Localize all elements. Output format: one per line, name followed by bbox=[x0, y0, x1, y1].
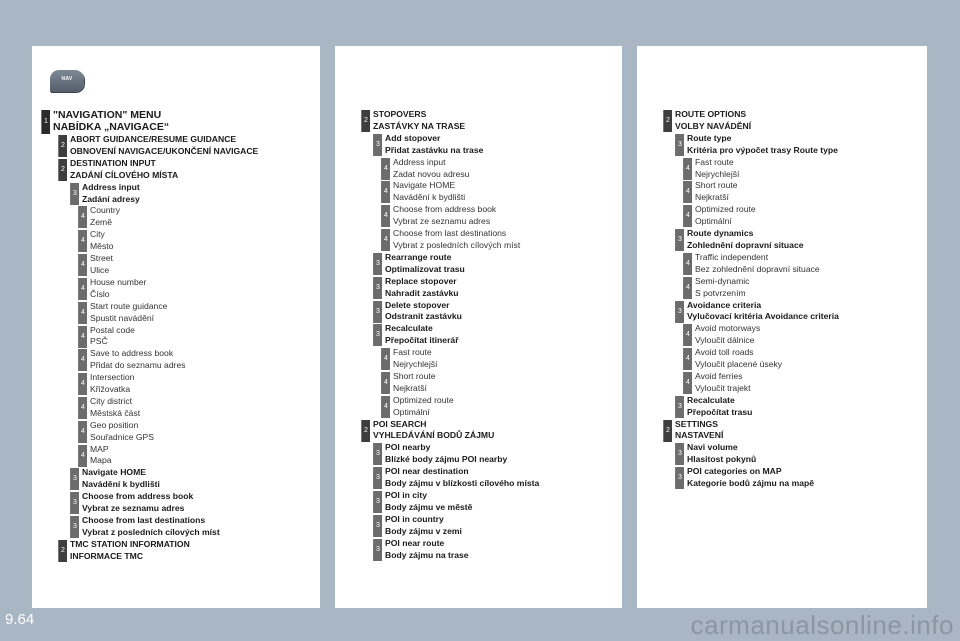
menu-item-level-3 bbox=[637, 228, 927, 252]
level-badge: 3 bbox=[70, 468, 79, 490]
menu-item-level-2 bbox=[335, 109, 622, 133]
menu-item-label-cs: Město bbox=[90, 241, 114, 252]
menu-item-text bbox=[390, 204, 496, 228]
menu-item-level-3 bbox=[32, 515, 320, 539]
level-badge: 3 bbox=[70, 516, 79, 538]
menu-item-text bbox=[390, 395, 454, 419]
level-badge: 3 bbox=[675, 229, 684, 251]
level-badge: 4 bbox=[78, 254, 87, 276]
menu-item-label-en: Navigate HOME bbox=[393, 180, 456, 191]
menu-item-level-2 bbox=[335, 419, 622, 443]
menu-item-label-en: Choose from address book bbox=[393, 204, 497, 215]
menu-item-label-cs: Kategorie bodů zájmu na mapě bbox=[687, 478, 815, 489]
menu-item-text bbox=[382, 490, 472, 514]
menu-item-label-en: Recalculate bbox=[385, 323, 433, 334]
menu-item-label-en: Fast route bbox=[695, 156, 734, 167]
menu-item-label-cs: Navádění k bydlišti bbox=[82, 479, 160, 490]
menu-item-text bbox=[382, 252, 465, 276]
menu-item-label-cs: Odstranit zastávku bbox=[385, 311, 462, 322]
menu-item-label-cs: Země bbox=[90, 217, 112, 228]
menu-item-label-en: POI categories on MAP bbox=[687, 466, 782, 477]
menu-item-label-en: Short route bbox=[695, 180, 738, 191]
menu-item-level-3 bbox=[335, 276, 622, 300]
menu-item-level-3 bbox=[32, 491, 320, 515]
menu-item-label-cs: Vylučovací kritéria Avoidance criteria bbox=[687, 311, 839, 322]
menu-item-label-en: ABORT GUIDANCE/RESUME GUIDANCE bbox=[70, 134, 237, 144]
menu-item-label-en: Postal code bbox=[90, 324, 135, 335]
menu-item-text bbox=[67, 134, 258, 158]
menu-item-level-4 bbox=[32, 372, 320, 396]
menu-item-text bbox=[692, 323, 760, 347]
menu-item-level-4 bbox=[32, 396, 320, 420]
menu-item-text bbox=[87, 348, 186, 372]
menu-item-text bbox=[684, 133, 838, 157]
menu-item-label-en: Choose from address book bbox=[82, 491, 194, 502]
level-badge: 4 bbox=[683, 372, 692, 394]
menu-item-level-3 bbox=[335, 323, 622, 347]
menu-item-level-4 bbox=[335, 371, 622, 395]
menu-item-label-cs: Bez zohlednění dopravní situace bbox=[695, 263, 820, 274]
level-badge: 3 bbox=[373, 134, 382, 156]
menu-item-label-cs: VYHLEDÁVÁNÍ BODŮ ZÁJMU bbox=[373, 430, 495, 441]
level-badge: 3 bbox=[675, 301, 684, 323]
menu-item-label-cs: Body zájmu ve městě bbox=[385, 501, 473, 512]
menu-item-text bbox=[692, 157, 739, 181]
menu-item-text bbox=[382, 514, 462, 538]
menu-item-text bbox=[684, 395, 752, 419]
menu-item-label-en: Route type bbox=[687, 132, 732, 143]
menu-item-text bbox=[684, 228, 804, 252]
menu-item-label-en: POI near route bbox=[385, 537, 445, 548]
menu-item-text bbox=[692, 252, 820, 276]
menu-item-label-en: House number bbox=[90, 276, 147, 287]
level-badge: 4 bbox=[683, 253, 692, 275]
menu-item-label-en: POI SEARCH bbox=[373, 418, 427, 429]
level-badge: 3 bbox=[373, 539, 382, 561]
menu-item-text bbox=[87, 420, 154, 444]
level-badge: 4 bbox=[683, 277, 692, 299]
menu-item-text bbox=[382, 442, 507, 466]
menu-item-level-4 bbox=[32, 277, 320, 301]
level-badge: 2 bbox=[361, 420, 370, 442]
menu-item-text bbox=[672, 109, 751, 133]
menu-item-label-cs: Vybrat z posledních cílových míst bbox=[82, 526, 220, 537]
menu-item-label-en: POI in country bbox=[385, 513, 444, 524]
level-badge: 3 bbox=[675, 467, 684, 489]
menu-item-label-cs: Zadat novou adresu bbox=[393, 168, 470, 179]
menu-item-label-en: Optimized route bbox=[695, 204, 756, 215]
level-badge: 4 bbox=[78, 421, 87, 443]
menu-item-level-4 bbox=[335, 180, 622, 204]
menu-item-text bbox=[684, 300, 839, 324]
menu-tree-list bbox=[32, 109, 320, 563]
menu-item-level-3 bbox=[32, 182, 320, 206]
menu-item-label-cs: Přidat zastávku na trase bbox=[385, 144, 484, 155]
menu-item-label-en: Save to address book bbox=[90, 348, 174, 359]
menu-item-label-en: Street bbox=[90, 253, 113, 264]
menu-item-label-en: DESTINATION INPUT bbox=[70, 157, 156, 168]
menu-item-level-4 bbox=[637, 252, 927, 276]
menu-item-level-4 bbox=[335, 204, 622, 228]
menu-item-text bbox=[79, 515, 220, 539]
menu-item-level-3 bbox=[335, 300, 622, 324]
level-badge: 3 bbox=[373, 301, 382, 323]
menu-item-label-en: POI near destination bbox=[385, 466, 469, 477]
menu-item-label-cs: Body zájmu v zemi bbox=[385, 525, 462, 536]
menu-item-text bbox=[684, 466, 814, 490]
menu-item-level-4 bbox=[32, 229, 320, 253]
menu-item-level-4 bbox=[637, 180, 927, 204]
menu-item-level-2 bbox=[32, 539, 320, 563]
menu-item-label-cs: Číslo bbox=[90, 288, 110, 299]
menu-item-label-en: Optimized route bbox=[393, 394, 454, 405]
menu-item-level-3 bbox=[335, 442, 622, 466]
menu-item-level-3 bbox=[335, 538, 622, 562]
menu-item-level-4 bbox=[637, 347, 927, 371]
level-badge: 2 bbox=[58, 540, 67, 562]
menu-item-text bbox=[87, 253, 113, 277]
menu-item-text bbox=[382, 276, 459, 300]
menu-item-level-3 bbox=[637, 442, 927, 466]
level-badge: 4 bbox=[683, 205, 692, 227]
menu-item-text bbox=[87, 325, 135, 349]
level-badge: 3 bbox=[70, 183, 79, 205]
nav-button-icon bbox=[50, 70, 84, 92]
menu-item-label-en: Navigate HOME bbox=[82, 467, 146, 478]
level-badge: 3 bbox=[373, 491, 382, 513]
level-badge: 3 bbox=[675, 134, 684, 156]
page-number: 9.64 bbox=[5, 611, 35, 628]
menu-item-text bbox=[87, 444, 112, 468]
menu-item-level-4 bbox=[637, 323, 927, 347]
level-badge: 3 bbox=[373, 277, 382, 299]
menu-item-level-4 bbox=[32, 253, 320, 277]
menu-item-label-en: Fast route bbox=[393, 347, 432, 358]
menu-item-label-cs: Vybrat ze seznamu adres bbox=[393, 216, 491, 227]
menu-item-text bbox=[672, 419, 723, 443]
level-badge: 3 bbox=[373, 324, 382, 346]
nav-button-label: NAV bbox=[61, 76, 73, 82]
menu-tree-list bbox=[637, 109, 927, 490]
menu-item-text bbox=[87, 372, 134, 396]
level-badge: 2 bbox=[663, 420, 672, 442]
level-badge: 4 bbox=[683, 324, 692, 346]
menu-item-label-cs: Hlasitost pokynů bbox=[687, 454, 757, 465]
menu-item-label-cs: Vyloučit dálnice bbox=[695, 335, 755, 346]
menu-item-label-en: TMC STATION INFORMATION bbox=[70, 538, 190, 549]
menu-item-label-cs: Nejkratší bbox=[393, 382, 427, 393]
menu-item-level-4 bbox=[32, 301, 320, 325]
menu-item-text bbox=[370, 419, 494, 443]
menu-item-label-cs: OBNOVENÍ NAVIGACE/UKONČENÍ NAVIGACE bbox=[70, 145, 259, 156]
menu-item-label-cs: Blízké body zájmu POI nearby bbox=[385, 454, 508, 465]
menu-item-label-en: POI in city bbox=[385, 490, 428, 500]
menu-item-label-en: City bbox=[90, 229, 105, 240]
menu-item-level-2 bbox=[32, 134, 320, 158]
level-badge: 2 bbox=[58, 159, 67, 181]
level-badge: 2 bbox=[361, 110, 370, 132]
menu-item-text bbox=[390, 157, 469, 181]
menu-item-label-en: Recalculate bbox=[687, 394, 735, 405]
level-badge: 3 bbox=[70, 492, 79, 514]
menu-item-level-4 bbox=[637, 371, 927, 395]
menu-item-label-cs: Optimální bbox=[695, 216, 732, 227]
menu-item-label-en: Country bbox=[90, 205, 121, 216]
level-badge: 2 bbox=[663, 110, 672, 132]
level-badge: 1 bbox=[41, 110, 50, 134]
menu-item-label-cs: PSČ bbox=[90, 336, 108, 347]
menu-item-label-cs: Spustit navádění bbox=[90, 312, 155, 323]
menu-item-text bbox=[692, 371, 751, 395]
level-badge: 4 bbox=[683, 348, 692, 370]
menu-item-level-4 bbox=[637, 204, 927, 228]
menu-item-text bbox=[382, 300, 462, 324]
menu-item-text bbox=[382, 538, 469, 562]
level-badge: 4 bbox=[381, 348, 390, 370]
menu-item-text bbox=[79, 491, 193, 515]
level-badge: 4 bbox=[78, 230, 87, 252]
menu-item-text bbox=[87, 301, 167, 325]
menu-item-level-4 bbox=[32, 420, 320, 444]
level-badge: 4 bbox=[381, 229, 390, 251]
menu-item-text bbox=[87, 277, 146, 301]
menu-item-label-cs: Zadání adresy bbox=[82, 193, 140, 204]
watermark: carmanualsonline.info bbox=[690, 610, 954, 640]
menu-item-label-en: POI nearby bbox=[385, 442, 431, 453]
menu-item-label-cs: Body zájmu na trase bbox=[385, 549, 469, 560]
menu-item-text bbox=[87, 396, 140, 420]
menu-item-label-en: Short route bbox=[393, 370, 436, 381]
level-badge: 4 bbox=[381, 396, 390, 418]
menu-item-label-en: SETTINGS bbox=[675, 418, 718, 429]
menu-item-label-cs: Křižovatka bbox=[90, 384, 131, 395]
menu-panel-stopovers-poi bbox=[335, 46, 622, 608]
menu-item-text bbox=[692, 180, 738, 204]
level-badge: 3 bbox=[675, 443, 684, 465]
menu-item-label-cs: Vybrat ze seznamu adres bbox=[82, 503, 185, 514]
menu-item-text bbox=[382, 323, 459, 347]
menu-item-label-cs: S potvrzením bbox=[695, 287, 746, 298]
level-badge: 4 bbox=[683, 181, 692, 203]
menu-item-level-3 bbox=[335, 133, 622, 157]
menu-item-label-en: Delete stopover bbox=[385, 299, 450, 310]
menu-item-level-3 bbox=[637, 133, 927, 157]
menu-item-text bbox=[67, 158, 178, 182]
menu-item-level-3 bbox=[335, 466, 622, 490]
menu-item-text bbox=[390, 371, 436, 395]
level-badge: 4 bbox=[78, 326, 87, 348]
menu-item-text bbox=[692, 204, 756, 228]
menu-panel-route-options bbox=[637, 46, 927, 608]
menu-item-level-4 bbox=[637, 276, 927, 300]
menu-item-level-4 bbox=[32, 348, 320, 372]
menu-item-level-4 bbox=[335, 395, 622, 419]
menu-item-label-cs: Přepočítat trasu bbox=[687, 406, 753, 417]
menu-item-label-en: Choose from last destinations bbox=[82, 515, 206, 525]
menu-item-label-cs: Nahradit zastávku bbox=[385, 287, 459, 298]
menu-item-label-cs: Přidat do seznamu adres bbox=[90, 360, 186, 371]
menu-item-label-en: "NAVIGATION" MENU bbox=[53, 109, 162, 121]
menu-item-level-1 bbox=[32, 109, 320, 134]
menu-item-text bbox=[370, 109, 465, 133]
menu-item-label-en: MAP bbox=[90, 443, 109, 454]
menu-item-label-en: Route dynamics bbox=[687, 228, 754, 239]
menu-item-label-en: Address input bbox=[82, 181, 140, 192]
menu-item-label-cs: Optimální bbox=[393, 406, 430, 417]
menu-item-text bbox=[79, 467, 160, 491]
menu-item-text bbox=[390, 228, 520, 252]
menu-item-label-en: Avoidance criteria bbox=[687, 299, 762, 310]
menu-item-text bbox=[87, 205, 120, 229]
menu-item-label-cs: ZASTÁVKY NA TRASE bbox=[373, 120, 466, 131]
menu-item-text bbox=[382, 466, 539, 490]
menu-item-label-cs: Vybrat z posledních cílových míst bbox=[393, 239, 521, 250]
level-badge: 4 bbox=[381, 181, 390, 203]
menu-item-label-cs: NASTAVENÍ bbox=[675, 430, 724, 441]
menu-item-level-3 bbox=[637, 300, 927, 324]
menu-item-level-4 bbox=[32, 325, 320, 349]
menu-item-level-3 bbox=[637, 466, 927, 490]
menu-item-label-en: Add stopover bbox=[385, 132, 441, 143]
menu-item-label-cs: Souřadnice GPS bbox=[90, 431, 155, 442]
menu-item-level-4 bbox=[335, 157, 622, 181]
menu-item-label-en: Avoid motorways bbox=[695, 323, 761, 334]
level-badge: 4 bbox=[78, 349, 87, 371]
level-badge: 2 bbox=[58, 135, 67, 157]
level-badge: 4 bbox=[78, 278, 87, 300]
menu-item-label-en: Navi volume bbox=[687, 442, 738, 453]
menu-item-label-en: ROUTE OPTIONS bbox=[675, 109, 747, 119]
level-badge: 4 bbox=[381, 372, 390, 394]
menu-item-text bbox=[382, 133, 483, 157]
menu-item-label-en: Avoid ferries bbox=[695, 370, 743, 381]
level-badge: 3 bbox=[373, 443, 382, 465]
menu-item-label-en: Rearrange route bbox=[385, 251, 452, 262]
menu-item-label-cs: Mapa bbox=[90, 455, 112, 466]
menu-item-text bbox=[692, 347, 782, 371]
menu-item-text bbox=[684, 442, 756, 466]
menu-item-label-cs: Optimalizovat trasu bbox=[385, 263, 465, 274]
menu-item-label-cs: Body zájmu v blízkosti cílového místa bbox=[385, 478, 540, 489]
menu-item-label-en: Choose from last destinations bbox=[393, 228, 507, 239]
menu-item-level-3 bbox=[335, 490, 622, 514]
menu-tree-list bbox=[335, 109, 622, 561]
level-badge: 4 bbox=[381, 205, 390, 227]
menu-item-level-3 bbox=[335, 514, 622, 538]
menu-item-label-en: STOPOVERS bbox=[373, 109, 427, 119]
menu-item-label-cs: Nejrychlejší bbox=[695, 168, 740, 179]
menu-item-level-4 bbox=[335, 228, 622, 252]
level-badge: 3 bbox=[373, 253, 382, 275]
menu-item-text bbox=[390, 180, 465, 204]
menu-item-label-en: Start route guidance bbox=[90, 300, 168, 311]
menu-item-label-en: Replace stopover bbox=[385, 275, 457, 286]
menu-item-level-4 bbox=[32, 205, 320, 229]
menu-item-label-cs: Vyloučit placené úseky bbox=[695, 359, 783, 370]
menu-item-label-cs: Nejrychlejší bbox=[393, 359, 438, 370]
menu-item-label-en: Address input bbox=[393, 156, 446, 167]
menu-item-level-2 bbox=[637, 419, 927, 443]
level-badge: 4 bbox=[78, 206, 87, 228]
menu-item-label-cs: ZADÁNÍ CÍLOVÉHO MÍSTA bbox=[70, 169, 179, 180]
menu-item-text bbox=[50, 109, 169, 133]
menu-item-label-cs: NABÍDKA „NAVIGACE“ bbox=[53, 121, 170, 133]
menu-item-level-3 bbox=[637, 395, 927, 419]
menu-item-label-cs: Nejkratší bbox=[695, 192, 729, 203]
level-badge: 4 bbox=[78, 445, 87, 467]
menu-item-text bbox=[390, 347, 437, 371]
menu-panel-navigation bbox=[32, 46, 320, 608]
level-badge: 3 bbox=[373, 467, 382, 489]
menu-item-text bbox=[87, 229, 113, 253]
menu-item-label-cs: INFORMACE TMC bbox=[70, 550, 144, 561]
menu-item-level-4 bbox=[32, 444, 320, 468]
level-badge: 4 bbox=[381, 158, 390, 180]
menu-item-label-en: Intersection bbox=[90, 372, 135, 383]
menu-item-level-4 bbox=[335, 347, 622, 371]
menu-item-level-3 bbox=[32, 467, 320, 491]
menu-item-label-cs: Ulice bbox=[90, 264, 110, 275]
menu-item-label-en: Semi-dynamic bbox=[695, 275, 750, 286]
menu-item-label-en: Traffic independent bbox=[695, 251, 769, 262]
level-badge: 4 bbox=[78, 373, 87, 395]
menu-item-label-en: City district bbox=[90, 395, 133, 406]
level-badge: 4 bbox=[78, 397, 87, 419]
level-badge: 3 bbox=[675, 396, 684, 418]
menu-item-level-2 bbox=[637, 109, 927, 133]
menu-item-label-cs: Přepočítat itinerář bbox=[385, 335, 459, 346]
menu-item-level-2 bbox=[32, 158, 320, 182]
menu-item-text bbox=[79, 182, 140, 206]
level-badge: 4 bbox=[78, 302, 87, 324]
menu-item-label-cs: Městská část bbox=[90, 407, 141, 418]
menu-item-label-cs: Navádění k bydlišti bbox=[393, 192, 466, 203]
menu-item-label-en: Avoid toll roads bbox=[695, 347, 754, 358]
menu-item-label-en: Geo position bbox=[90, 419, 139, 430]
menu-item-label-cs: Kritéria pro výpočet trasy Route type bbox=[687, 144, 838, 155]
level-badge: 4 bbox=[683, 158, 692, 180]
menu-item-text bbox=[67, 539, 190, 563]
menu-item-label-cs: Zohlednění dopravní situace bbox=[687, 239, 804, 250]
menu-item-label-cs: VOLBY NAVÁDĚNÍ bbox=[675, 120, 752, 131]
menu-item-level-4 bbox=[637, 157, 927, 181]
level-badge: 3 bbox=[373, 515, 382, 537]
menu-item-level-3 bbox=[335, 252, 622, 276]
menu-item-text bbox=[692, 276, 749, 300]
menu-item-label-cs: Vyloučit trajekt bbox=[695, 382, 751, 393]
